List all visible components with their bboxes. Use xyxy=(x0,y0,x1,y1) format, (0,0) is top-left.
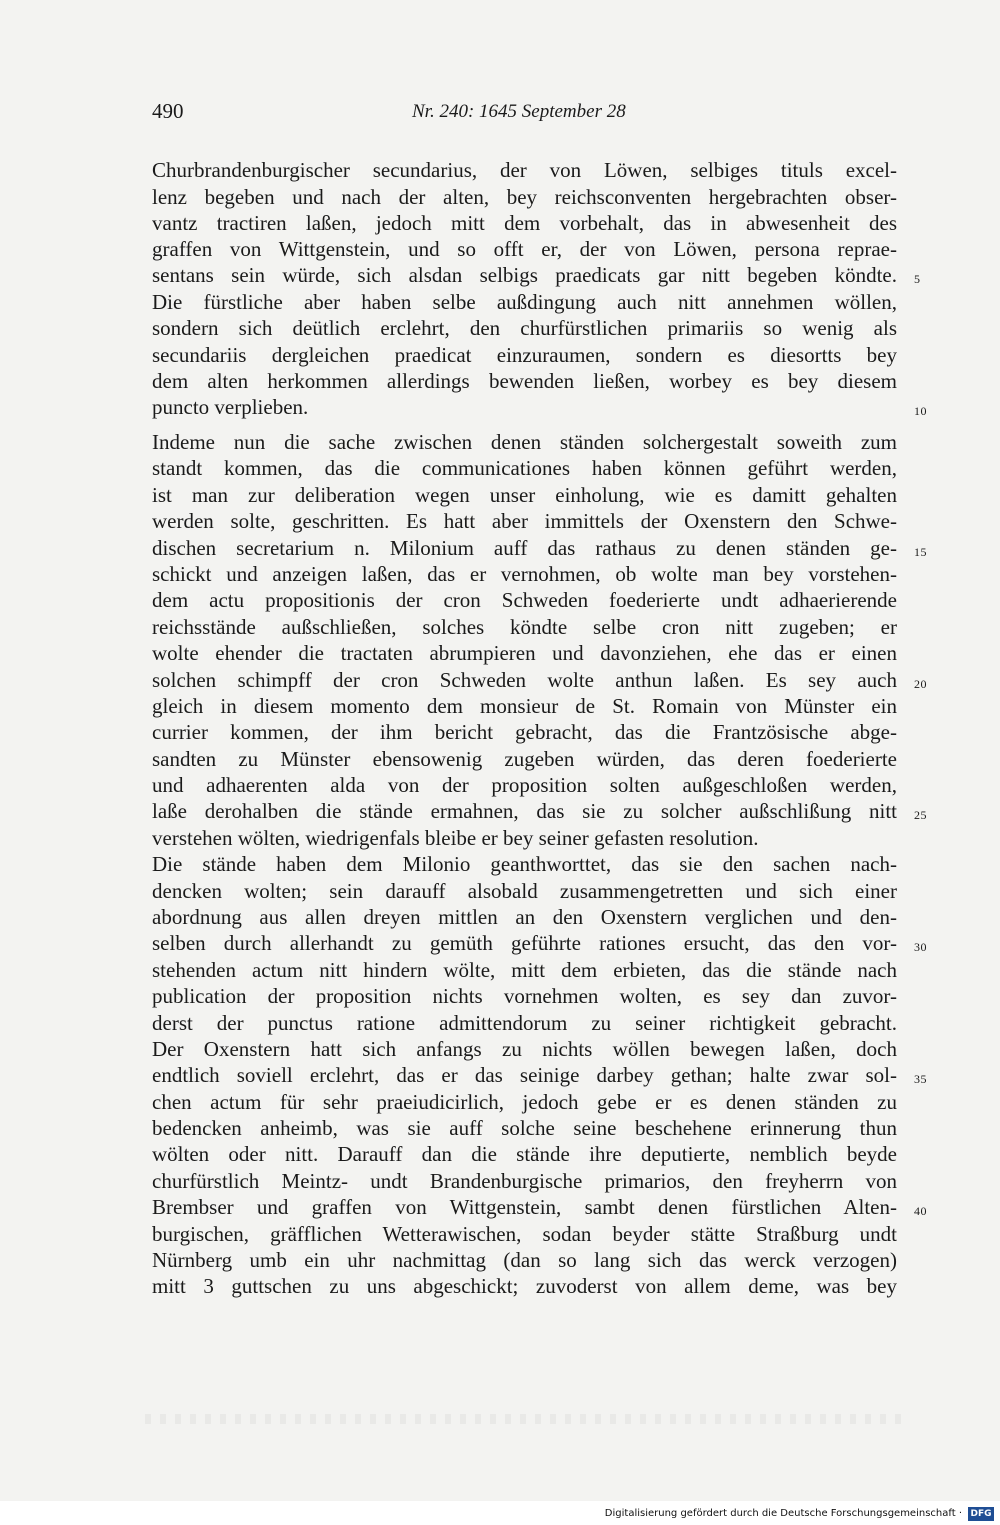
text-line: publication der proposition nichts vornehmen wolten, es sey dan zuvor- xyxy=(152,984,897,1008)
line-number: 15 xyxy=(914,545,927,559)
funding-note: Digitalisierung gefördert durch die Deutsche Forschungsgemeinschaft · xyxy=(604,1508,962,1519)
text-line: dem alten herkommen allerdings bewenden ließen, worbey es bey diesem xyxy=(152,369,897,393)
text-line: Die fürstliche aber haben selbe außdingung auch nitt annehmen wöllen, xyxy=(152,290,897,314)
text-line: endtlich soviell erclehrt, das er das seinige darbey gethan; halte zwar sol- xyxy=(152,1063,897,1087)
text-line: dencken wolten; sein darauff alsobald zusammengetretten und sich einer xyxy=(152,879,897,903)
text-line: wölten oder nitt. Darauff dan die stände ihre deputierte, nemblich beyde xyxy=(152,1142,897,1166)
text-line: stehenden actum nitt hindern wölte, mitt dem erbieten, das die stände nach xyxy=(152,958,897,982)
text-line: schickt und anzeigen laßen, das er vernohmen, ob wolte man bey vorstehen- xyxy=(152,562,897,586)
text-line: laße derohalben die stände ermahnen, das sie zu solcher außschlißung nitt xyxy=(152,799,897,823)
text-line: graffen von Wittgenstein, und so offt er, der von Löwen, persona reprae- xyxy=(152,237,897,261)
scan-bleed-through xyxy=(145,1414,905,1424)
text-line: ist man zur deliberation wegen unser einholung, wie es damitt gehalten xyxy=(152,483,897,507)
text-line: Indeme nun die sache zwischen denen ständen solchergestalt soweith zum xyxy=(152,430,897,454)
text-line: Nürnberg umb ein uhr nachmittag (dan so lang sich das werck verzogen) xyxy=(152,1248,897,1272)
line-number: 40 xyxy=(914,1204,927,1218)
text-line: puncto verplieben. xyxy=(152,395,309,419)
dfg-logo: DFG xyxy=(968,1507,994,1521)
text-line: vantz tractiren laßen, jedoch mitt dem vorbehalt, das in abwesenheit des xyxy=(152,211,897,235)
text-line: reichsstände außschließen, solches köndte selbe cron nitt zugeben; er xyxy=(152,615,897,639)
running-head: Nr. 240: 1645 September 28 xyxy=(412,101,626,122)
line-number: 35 xyxy=(914,1072,927,1086)
page-number: 490 xyxy=(152,99,184,123)
text-line: Der Oxenstern hatt sich anfangs zu nichts wöllen bewegen laßen, doch xyxy=(152,1037,897,1061)
text-line: Churbrandenburgischer secundarius, der von Löwen, selbiges tituls excel- xyxy=(152,158,897,182)
text-line: verstehen wölten, wiedrigenfals bleibe er bey seiner gefasten resolution. xyxy=(152,826,759,850)
text-line: dischen secretarium n. Milonium auff das rathaus zu denen ständen ge- xyxy=(152,536,897,560)
text-line: dem actu propositionis der cron Schweden foederierte undt adhaerierende xyxy=(152,588,897,612)
text-line: derst der punctus ratione admittendorum zu seiner richtigkeit gebracht. xyxy=(152,1011,897,1035)
text-line: abordnung aus allen dreyen mittlen an den Oxenstern verglichen und den- xyxy=(152,905,897,929)
line-number: 5 xyxy=(914,272,921,286)
text-line: chen actum für sehr praeiudicirlich, jedoch gebe er es denen ständen zu xyxy=(152,1090,897,1114)
line-number: 20 xyxy=(914,677,927,691)
text-line: Brembser und graffen von Wittgenstein, sambt denen fürstlichen Alten- xyxy=(152,1195,897,1219)
text-line: Die stände haben dem Milonio geanthworttet, das sie den sachen nach- xyxy=(152,852,897,876)
text-line: churfürstlich Meintz- undt Brandenburgische primarios, den freyherrn von xyxy=(152,1169,897,1193)
text-line: mitt 3 guttschen zu uns abgeschickt; zuvoderst von allem deme, was bey xyxy=(152,1274,897,1298)
text-line: bedencken anheimb, was sie auff solche seine beschehene erinnerung thun xyxy=(152,1116,897,1140)
text-line: secundariis dergleichen praedicat einzuraumen, sondern es diesortts bey xyxy=(152,343,897,367)
line-number: 25 xyxy=(914,808,927,822)
text-line: selben durch allerhandt zu gemüth geführte rationes ersucht, das den vor- xyxy=(152,931,897,955)
text-line: currier kommen, der ihm bericht gebracht, das die Frantzösische abge- xyxy=(152,720,897,744)
text-line: gleich in diesem momento dem monsieur de St. Romain von Münster ein xyxy=(152,694,897,718)
text-line: sondern sich deütlich erclehrt, den churfürstlichen primariis so wenig als xyxy=(152,316,897,340)
text-line: wolte ehender die tractaten abrumpieren und davonziehen, ehe das er einen xyxy=(152,641,897,665)
text-line: solchen schimpff der cron Schweden wolte anthun laßen. Es sey auch xyxy=(152,668,897,692)
digitization-footer xyxy=(0,1501,1000,1525)
text-line: standt kommen, das die communicationes haben können geführt werden, xyxy=(152,456,897,480)
text-line: werden solte, geschritten. Es hatt aber immittels der Oxenstern den Schwe- xyxy=(152,509,897,533)
text-line: sentans sein würde, sich alsdan selbigs praedicats gar nitt begeben köndte. xyxy=(152,263,897,287)
text-line: und adhaerenten alda von der proposition solten außgeschloßen werden, xyxy=(152,773,897,797)
line-number: 30 xyxy=(914,940,927,954)
text-line: burgischen, gräfflichen Wetterawischen, sodan beyder stätte Straßburg undt xyxy=(152,1222,897,1246)
text-line: lenz begeben und nach der alten, bey reichsconventen hergebrachten obser- xyxy=(152,185,897,209)
line-number: 10 xyxy=(914,404,927,418)
text-line: sandten zu Münster ebensowenig zugeben würden, das deren foederierte xyxy=(152,747,897,771)
